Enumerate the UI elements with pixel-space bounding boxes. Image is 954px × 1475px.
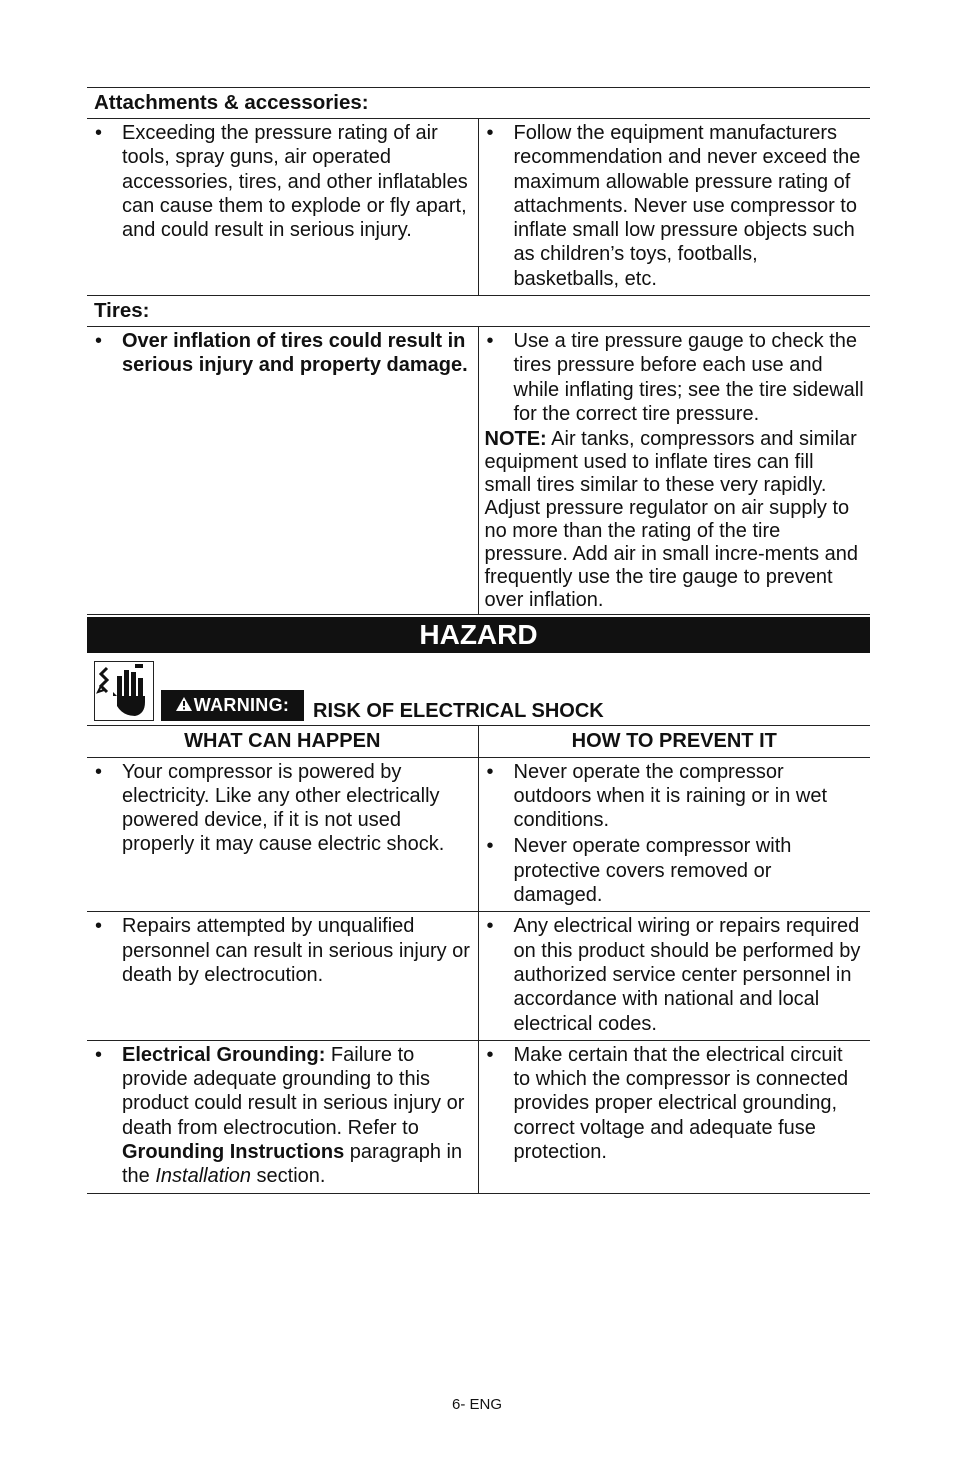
table-row: [87, 912, 870, 1040]
column-header-how-to-prevent: HOW TO PREVENT IT: [571, 730, 777, 753]
electric-shock-hand-icon: [94, 661, 154, 721]
bullet: •: [486, 915, 494, 938]
prevention-text: Make certain that the electrical circuit to which the compressor is connected provides proper electrical grounding, correct voltage and adequate fuse protection.: [513, 1043, 849, 1164]
how-to-prevent-cell: [479, 327, 871, 614]
warning-header: [87, 653, 870, 726]
warning-triangle-icon: [176, 691, 192, 722]
what-can-happen-cell: [87, 1041, 479, 1193]
table-row: [87, 1041, 870, 1194]
how-to-prevent-cell: [479, 912, 871, 1039]
risk-title: RISK OF ELECTRICAL SHOCK: [313, 700, 604, 723]
what-can-happen-cell: [87, 758, 479, 912]
note-text: Air tanks, compressors and similar equipment used to inflate tires can fill small tires similar to these very rapidly. Adjust pressure regulator on air supply to no more than the rating of the tire pressure. Add air in small incre-ments and frequently use the tire gauge to prevent over inflation.: [484, 428, 858, 612]
table-row: [87, 758, 870, 913]
what-can-happen-cell: [87, 119, 479, 295]
hazard-text: Repairs attempted by unqualified personnel can result in serious injury or death by electrocution.: [122, 915, 470, 986]
bullet: •: [95, 330, 103, 353]
prevention-text: Follow the equipment manufacturers recommendation and never exceed the maximum allowable pressure rating of attachments. Never use compressor to inflate small low pressure objects such as children’s toys, footballs, basketballs, etc.: [513, 122, 861, 290]
note-paragraph: [485, 428, 865, 612]
hazard-text: Exceeding the pressure rating of air tools, spray guns, air operated accessories, tires, and other inflatables can cause them to explode or fly apart, and could result in serious injury.: [122, 122, 468, 242]
prevention-text: Any electrical wiring or repairs required on this product should be performed by authorized service center personnel in accordance with national and local electrical codes.: [513, 915, 861, 1035]
warning-badge: [161, 690, 304, 721]
bullet: •: [95, 760, 103, 783]
bullet: •: [486, 1043, 494, 1066]
hazard-text: Over inflation of tires could result in serious injury and property damage.: [122, 330, 468, 377]
section-heading-tires: Tires:: [87, 296, 870, 327]
what-can-happen-cell: [87, 327, 479, 614]
hazard-text: Electrical Grounding: Failure to provide adequate grounding to this product could result in serious injury or death from electrocution. Refer to Grounding Instructions paragraph in the Installation section.: [122, 1043, 465, 1188]
bullet: •: [486, 330, 494, 353]
column-header-what-can-happen: WHAT CAN HAPPEN: [87, 726, 479, 756]
note-label: NOTE:: [484, 428, 547, 451]
hazard-banner: HAZARD: [87, 617, 870, 653]
hazard-text: Your compressor is powered by electricity. Like any other electrically powered device, if it is not used properly it may cause electric shock.: [122, 760, 445, 856]
how-to-prevent-cell: [479, 758, 871, 912]
bullet: •: [95, 915, 103, 938]
table-row-tires: [87, 327, 870, 615]
table-row-attachments: [87, 119, 870, 296]
page-number: 6- ENG: [451, 1396, 502, 1413]
bullet: •: [486, 835, 494, 858]
manual-page: [87, 87, 870, 1194]
how-to-prevent-cell: [479, 119, 871, 295]
bullet: •: [95, 122, 103, 144]
prevention-text: Never operate the compressor outdoors when it is raining or in wet conditions.: [513, 760, 827, 832]
bullet: •: [486, 760, 494, 783]
bullet: •: [95, 1043, 103, 1066]
section-heading-attachments: Attachments & accessories:: [87, 87, 870, 119]
prevention-text: Never operate compressor with protective covers removed or damaged.: [513, 835, 792, 907]
prevention-text: Use a tire pressure gauge to check the tires pressure before each use and while inflating tires; see the tire sidewall for the correct tire pressure.: [513, 330, 864, 425]
column-headers: [87, 726, 870, 757]
warning-label: WARNING:: [193, 695, 290, 716]
how-to-prevent-cell: [479, 1041, 871, 1193]
bullet: •: [486, 122, 494, 144]
what-can-happen-cell: [87, 912, 479, 1039]
